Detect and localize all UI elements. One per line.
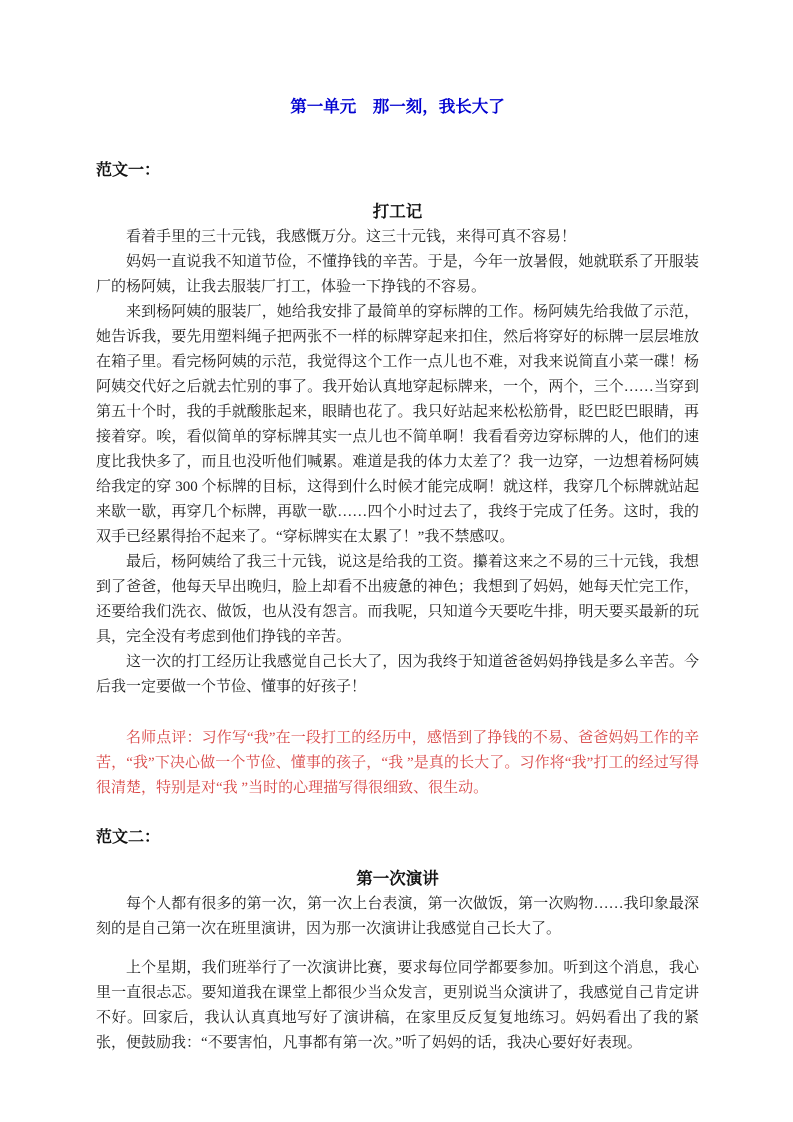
essay-1-paragraph-2: 妈妈一直说我不知道节俭，不懂挣钱的辛苦。于是，今年一放暑假，她就联系了开服装厂的杨阿姨，让我去服装厂打工，体验一下挣钱的不容易。 (96, 254, 699, 295)
essay-1-paragraph-4: 最后，杨阿姨给了我三十元钱，说这是给我的工资。攥着这来之不易的三十元钱，我想到了爸爸，他每天早出晚归，脸上却看不出疲惫的神色；我想到了妈妈，她每天忙完工作，还要给我们洗衣、做饭，也从没有怨言。而我呢，只知道今天要吃牛排，明天要买最新的玩具，完全没有考虑到他们挣钱的辛苦。 (96, 554, 699, 645)
teacher-comment: 名师点评：习作写“我”在一段打工的经历中，感悟到了挣钱的不易、爸爸妈妈工作的辛苦，“我”下决心做一个节俭、懂事的孩子，“我 ”是真的长大了。习作将“我”打工的经过写得很清楚，特别是对“我 ”当时的心理描写得很细致、很生动。 (96, 730, 699, 796)
essay-2-paragraph-2: 上个星期，我们班举行了一次演讲比赛，要求每位同学都要参加。听到这个消息，我心里一直很忐忑。要知道我在课堂上都很少当众发言，更别说当众演讲了，我感觉自己肯定讲不好。回家后，我认认真真地写好了演讲稿，在家里反反复复地练习。妈妈看出了我的紧张，便鼓励我：“不要害怕，凡事都有第一次。”听了妈妈的话，我决心要好好表现。 (96, 960, 699, 1051)
essay-1-paragraph-3: 来到杨阿姨的服装厂，她给我安排了最简单的穿标牌的工作。杨阿姨先给我做了示范，她告诉我，要先用塑料绳子把两张不一样的标牌穿起来扣住，然后将穿好的标牌一层层堆放在箱子里。看完杨阿姨的示范，我觉得这个工作一点儿也不难，对我来说简直小菜一碟！杨阿姨交代好之后就去忙别的事了。我开始认真地穿起标牌来，一个，两个，三个……当穿到第五十个时，我的手就酸胀起来，眼睛也花了。我只好站起来松松筋骨，眨巴眨巴眼睛，再接着穿。唉，看似简单的穿标牌其实一点儿也不简单啊！我看看旁边穿标牌的人，他们的速度比我快多了，而且也没听他们喊累。难道是我的体力太差了？我一边穿，一边想着杨阿姨给我定的穿 300 个标牌的目标，这得到什么时候才能完成啊！就这样，我穿几个标牌就站起来歇一歇，再穿几个标牌，再歇一歇……四个小时过去了，我终于完成了任务。这时，我的双手已经累得抬不起来了。“穿标牌实在太累了！”我不禁感叹。 (96, 304, 699, 545)
essay-1-paragraph-5: 这一次的打工经历让我感觉自己长大了，因为我终于知道爸爸妈妈挣钱是多么辛苦。今后我一定要做一个节俭、懂事的好孩子！ (96, 654, 699, 695)
essay-1-paragraph-1: 看着手里的三十元钱，我感慨万分。这三十元钱，来得可真不容易！ (126, 229, 577, 245)
essay-section-2 (96, 827, 699, 1056)
essay-2-paragraph-1: 每个人都有很多的第一次，第一次上台表演，第一次做饭，第一次购物……我印象最深刻的是自己第一次在班里演讲，因为那一次演讲让我感觉自己长大了。 (96, 896, 699, 937)
section-label-2: 范文二： (96, 829, 161, 846)
essay-1-title: 打工记 (372, 203, 423, 221)
section-label-1: 范文一： (96, 162, 161, 179)
essay-2-title: 第一次演讲 (356, 870, 439, 888)
essay-section-1 (96, 160, 699, 801)
unit-title: 第一单元 那一刻，我长大了 (290, 98, 505, 116)
